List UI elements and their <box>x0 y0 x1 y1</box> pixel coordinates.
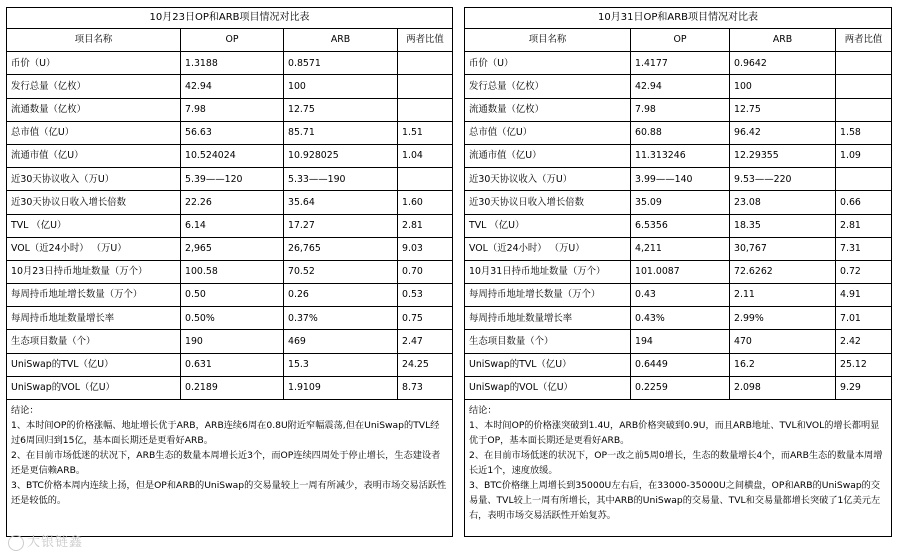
arb-value-cell: 100 <box>730 75 836 98</box>
arb-value-cell: 17.27 <box>284 214 398 237</box>
item-name-cell: 币价（U） <box>465 52 631 75</box>
ratio-cell: 7.01 <box>836 307 892 330</box>
arb-value-cell: 12.29355 <box>730 144 836 167</box>
table-body <box>7 52 453 400</box>
table-row <box>7 75 453 98</box>
op-value-cell: 3.99——140 <box>631 168 730 191</box>
arb-value-cell: 30,767 <box>730 237 836 260</box>
ratio-cell <box>836 98 892 121</box>
op-value-cell: 0.631 <box>181 353 284 376</box>
conclusion-heading: 结论： <box>469 405 497 416</box>
item-name-cell: TVL （亿U） <box>465 214 631 237</box>
conclusion-point: 1、本时间OP的价格涨幅、地址增长优于ARB，ARB连续6周在0.8U附近窄幅震荡,但在UniSwap的TVL经过6周回归到15亿，基本面长期还是更看好ARB。 <box>11 420 440 446</box>
table-row <box>7 260 453 283</box>
ratio-cell: 9.03 <box>398 237 453 260</box>
op-value-cell: 0.6449 <box>631 353 730 376</box>
op-value-cell: 6.5356 <box>631 214 730 237</box>
ratio-cell: 9.29 <box>836 376 892 399</box>
table-row <box>7 307 453 330</box>
item-name-cell: 流通市值（亿U） <box>7 144 181 167</box>
ratio-cell: 0.53 <box>398 284 453 307</box>
item-name-cell: 币价（U） <box>7 52 181 75</box>
ratio-cell: 24.25 <box>398 353 453 376</box>
op-value-cell: 4,211 <box>631 237 730 260</box>
table-row <box>7 168 453 191</box>
table-title: 10月31日OP和ARB项目情况对比表 <box>465 8 892 29</box>
op-value-cell: 56.63 <box>181 121 284 144</box>
item-name-cell: 近30天协议收入（万U） <box>7 168 181 191</box>
ratio-cell: 0.66 <box>836 191 892 214</box>
item-name-cell: TVL （亿U） <box>7 214 181 237</box>
op-value-cell: 10.524024 <box>181 144 284 167</box>
op-value-cell: 35.09 <box>631 191 730 214</box>
ratio-cell: 1.58 <box>836 121 892 144</box>
arb-value-cell: 2.098 <box>730 376 836 399</box>
table-row <box>7 191 453 214</box>
item-name-cell: 生态项目数量（个） <box>465 330 631 353</box>
item-name-cell: VOL（近24小时） （万U） <box>7 237 181 260</box>
op-value-cell: 0.43% <box>631 307 730 330</box>
op-value-cell: 194 <box>631 330 730 353</box>
arb-value-cell: 35.64 <box>284 191 398 214</box>
conclusion-heading: 结论： <box>11 405 39 416</box>
item-name-cell: 10月31日持币地址数量（万个） <box>465 260 631 283</box>
item-name-cell: 近30天协议日收入增长倍数 <box>7 191 181 214</box>
conclusion-point: 2、在目前市场低迷的状况下，OP一改之前5周0增长，生态的数量增长4个，而ARB生态的数量本周增长近1个，速度放缓。 <box>469 450 883 476</box>
table-row <box>465 307 892 330</box>
ratio-cell: 2.42 <box>836 330 892 353</box>
table-row <box>7 121 453 144</box>
ratio-cell <box>398 98 453 121</box>
table-row <box>7 330 453 353</box>
table-row <box>465 214 892 237</box>
table-row <box>465 353 892 376</box>
arb-value-cell: 470 <box>730 330 836 353</box>
item-name-cell: UniSwap的VOL（亿U） <box>465 376 631 399</box>
ratio-cell: 4.91 <box>836 284 892 307</box>
table-row <box>7 144 453 167</box>
ratio-cell: 1.04 <box>398 144 453 167</box>
arb-value-cell: 96.42 <box>730 121 836 144</box>
table-title: 10月23日OP和ARB项目情况对比表 <box>7 8 453 29</box>
table-row <box>465 330 892 353</box>
item-name-cell: 每周持币地址增长数量（万个） <box>7 284 181 307</box>
table-row <box>7 214 453 237</box>
op-value-cell: 60.88 <box>631 121 730 144</box>
arb-value-cell: 1.9109 <box>284 376 398 399</box>
table-row <box>7 52 453 75</box>
table-row <box>465 237 892 260</box>
op-value-cell: 22.26 <box>181 191 284 214</box>
left-comparison-panel <box>6 7 452 537</box>
ratio-cell <box>836 168 892 191</box>
table-row <box>465 376 892 399</box>
item-name-cell: UniSwap的VOL（亿U） <box>7 376 181 399</box>
comparison-table-oct23 <box>6 7 453 537</box>
ratio-cell <box>398 52 453 75</box>
arb-value-cell: 15.3 <box>284 353 398 376</box>
arb-value-cell: 18.35 <box>730 214 836 237</box>
conclusion-cell <box>7 400 453 537</box>
item-name-cell: 10月23日持币地址数量（万个） <box>7 260 181 283</box>
op-value-cell: 0.43 <box>631 284 730 307</box>
ratio-cell <box>398 75 453 98</box>
ratio-cell: 2.81 <box>398 214 453 237</box>
item-name-cell: 发行总量（亿枚） <box>465 75 631 98</box>
header-item-name: 项目名称 <box>7 29 181 52</box>
op-value-cell: 11.313246 <box>631 144 730 167</box>
item-name-cell: 近30天协议收入（万U） <box>465 168 631 191</box>
op-value-cell: 5.39——120 <box>181 168 284 191</box>
table-body <box>465 52 892 400</box>
item-name-cell: 发行总量（亿枚） <box>7 75 181 98</box>
arb-value-cell: 70.52 <box>284 260 398 283</box>
ratio-cell: 0.72 <box>836 260 892 283</box>
conclusion-cell <box>465 400 892 537</box>
table-row <box>7 237 453 260</box>
op-value-cell: 0.50 <box>181 284 284 307</box>
op-value-cell: 7.98 <box>631 98 730 121</box>
arb-value-cell: 5.33——190 <box>284 168 398 191</box>
arb-value-cell: 0.37% <box>284 307 398 330</box>
ratio-cell: 2.81 <box>836 214 892 237</box>
item-name-cell: UniSwap的TVL（亿U） <box>7 353 181 376</box>
ratio-cell: 0.70 <box>398 260 453 283</box>
right-comparison-panel <box>464 7 891 537</box>
table-row <box>465 284 892 307</box>
item-name-cell: 总市值（亿U） <box>7 121 181 144</box>
arb-value-cell: 23.08 <box>730 191 836 214</box>
table-row <box>465 191 892 214</box>
table-row <box>465 75 892 98</box>
table-row <box>7 353 453 376</box>
op-value-cell: 100.58 <box>181 260 284 283</box>
watermark-logo-icon <box>8 535 24 551</box>
header-op: OP <box>181 29 284 52</box>
item-name-cell: 流通市值（亿U） <box>465 144 631 167</box>
header-op: OP <box>631 29 730 52</box>
op-value-cell: 42.94 <box>631 75 730 98</box>
ratio-cell <box>836 75 892 98</box>
item-name-cell: UniSwap的TVL（亿U） <box>465 353 631 376</box>
table-row <box>465 121 892 144</box>
arb-value-cell: 2.99% <box>730 307 836 330</box>
ratio-cell: 0.75 <box>398 307 453 330</box>
table-row <box>465 52 892 75</box>
arb-value-cell: 469 <box>284 330 398 353</box>
ratio-cell: 8.73 <box>398 376 453 399</box>
arb-value-cell: 10.928025 <box>284 144 398 167</box>
arb-value-cell: 0.9642 <box>730 52 836 75</box>
conclusion-point: 1、本时间OP的价格涨突破到1.4U，ARB价格突破到0.9U，而且ARB地址、TVL和VOL的增长都明显优于OP，基本面长期还是更看好ARB。 <box>469 420 880 446</box>
item-name-cell: 每周持币地址数量增长率 <box>7 307 181 330</box>
ratio-cell: 25.12 <box>836 353 892 376</box>
op-value-cell: 101.0087 <box>631 260 730 283</box>
item-name-cell: 每周持币地址数量增长率 <box>465 307 631 330</box>
arb-value-cell: 100 <box>284 75 398 98</box>
table-row <box>7 98 453 121</box>
watermark <box>8 531 83 551</box>
table-row <box>465 260 892 283</box>
arb-value-cell: 12.75 <box>730 98 836 121</box>
item-name-cell: 近30天协议日收入增长倍数 <box>465 191 631 214</box>
table-row <box>465 168 892 191</box>
item-name-cell: 流通数量（亿枚） <box>465 98 631 121</box>
arb-value-cell: 26,765 <box>284 237 398 260</box>
arb-value-cell: 72.6262 <box>730 260 836 283</box>
conclusion-point: 2、在目前市场低迷的状况下，ARB生态的数量本周增长近3个，而OP连续四周处于停止增长，生态建设者还是更信赖ARB。 <box>11 450 441 476</box>
table-row <box>465 144 892 167</box>
op-value-cell: 1.4177 <box>631 52 730 75</box>
arb-value-cell: 9.53——220 <box>730 168 836 191</box>
comparison-table-oct31 <box>464 7 892 537</box>
ratio-cell <box>398 168 453 191</box>
conclusion-point: 3、BTC价格本周内连续上扬，但是OP和ARB的UniSwap的交易量较上一周有所减少，表明市场交易活跃性还是较低的。 <box>11 480 447 506</box>
arb-value-cell: 0.8571 <box>284 52 398 75</box>
header-ratio: 两者比值 <box>836 29 892 52</box>
table-row <box>7 376 453 399</box>
table-row <box>465 98 892 121</box>
op-value-cell: 7.98 <box>181 98 284 121</box>
arb-value-cell: 16.2 <box>730 353 836 376</box>
item-name-cell: 生态项目数量（个） <box>7 330 181 353</box>
header-item-name: 项目名称 <box>465 29 631 52</box>
op-value-cell: 0.2259 <box>631 376 730 399</box>
op-value-cell: 42.94 <box>181 75 284 98</box>
ratio-cell <box>836 52 892 75</box>
arb-value-cell: 2.11 <box>730 284 836 307</box>
conclusion-point: 3、BTC价格继上周增长到35000U左右后，在33000-35000U之间横盘，OP和ARB的UniSwap的交易量、TVL较上一周有所增长，其中ARB的UniSwap的交易量、TVL和交易量都增长突破了1亿美元左右，表明市场交易活跃性开始复苏。 <box>469 480 881 521</box>
item-name-cell: 每周持币地址增长数量（万个） <box>465 284 631 307</box>
op-value-cell: 0.2189 <box>181 376 284 399</box>
item-name-cell: 总市值（亿U） <box>465 121 631 144</box>
table-row <box>7 284 453 307</box>
ratio-cell: 1.09 <box>836 144 892 167</box>
op-value-cell: 2,965 <box>181 237 284 260</box>
op-value-cell: 1.3188 <box>181 52 284 75</box>
op-value-cell: 6.14 <box>181 214 284 237</box>
ratio-cell: 1.60 <box>398 191 453 214</box>
op-value-cell: 0.50% <box>181 307 284 330</box>
header-arb: ARB <box>284 29 398 52</box>
arb-value-cell: 85.71 <box>284 121 398 144</box>
op-value-cell: 190 <box>181 330 284 353</box>
watermark-text: 大银链鑫 <box>27 535 84 550</box>
header-arb: ARB <box>730 29 836 52</box>
ratio-cell: 1.51 <box>398 121 453 144</box>
item-name-cell: 流通数量（亿枚） <box>7 98 181 121</box>
ratio-cell: 2.47 <box>398 330 453 353</box>
header-ratio: 两者比值 <box>398 29 453 52</box>
arb-value-cell: 0.26 <box>284 284 398 307</box>
ratio-cell: 7.31 <box>836 237 892 260</box>
item-name-cell: VOL（近24小时） （万U） <box>465 237 631 260</box>
arb-value-cell: 12.75 <box>284 98 398 121</box>
